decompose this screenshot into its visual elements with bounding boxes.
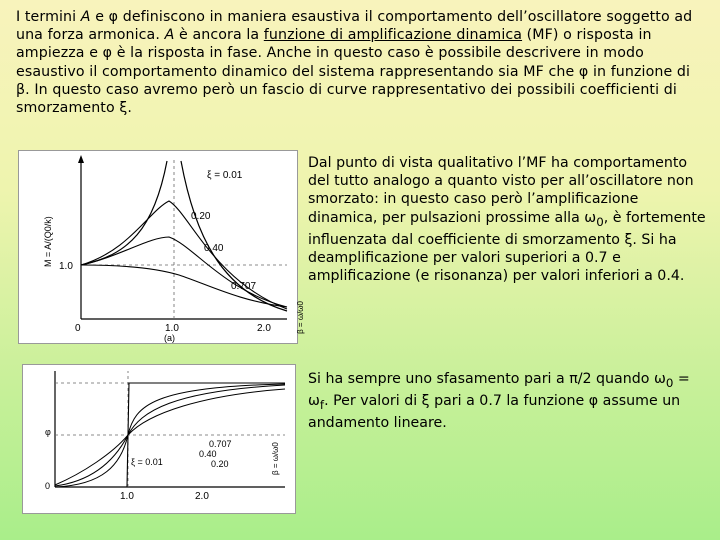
- intro-paragraph: [16, 8, 706, 117]
- panel-label: (a): [164, 333, 175, 343]
- var-beta: β: [16, 81, 26, 98]
- desc-text: . Si ha deamplificazione per valori superiori a 0.7 e amplificazione (e risonanza) per valori inferiori a 0.4.: [308, 231, 685, 285]
- omega-symbol: ω: [308, 393, 320, 410]
- subscript: 0: [596, 214, 604, 229]
- var-phi: φ: [108, 9, 119, 25]
- phase-figure: [22, 364, 296, 514]
- xi-label: ξ = 0.01: [131, 457, 163, 467]
- beta-label: β = ω/ω0: [296, 301, 305, 334]
- y-arrow-icon: [78, 155, 84, 163]
- curve-label-020: 0.20: [211, 459, 229, 469]
- var-xi: ξ: [119, 100, 128, 117]
- desc-text: Dal punto di vista qualitativo l’MF ha comportamento del tutto analogo a quanto visto per all’oscillatore non smorzato: in questo caso però l’amplificazione dinamica, per pulsazioni prossime alla: [308, 155, 694, 226]
- tick-x-1: 1.0: [120, 491, 134, 502]
- desc-text: Si ha sempre uno sfasamento pari a: [308, 371, 570, 387]
- pi-symbol: π: [569, 371, 578, 387]
- omega-symbol: ω: [653, 371, 666, 387]
- phase-description: [308, 370, 708, 432]
- amplification-plot: [19, 151, 305, 343]
- xi-symbol: ξ: [624, 231, 633, 248]
- tick-y-0: 0: [45, 481, 51, 491]
- y-axis-label: M = A/(Q0/k): [43, 216, 53, 267]
- y-axis-label: φ: [45, 427, 51, 437]
- tick-x-2: 2.0: [195, 491, 209, 502]
- intro-text: e: [90, 9, 109, 25]
- intro-text: in funzione di: [588, 63, 691, 80]
- intro-text: I termini: [16, 9, 81, 25]
- curve-label-0707: 0.707: [209, 439, 232, 449]
- xi-symbol: ξ: [421, 393, 430, 410]
- desc-text: pari a 0.7 la funzione: [429, 393, 589, 410]
- intro-text: .: [127, 100, 133, 117]
- subscript: f: [319, 397, 325, 412]
- intro-text: è ancora la: [174, 27, 264, 44]
- xi-label: ξ = 0.01: [207, 170, 243, 181]
- curve-label-040: 0.40: [204, 243, 224, 254]
- curve-xi-040: [81, 237, 287, 307]
- phase-plot: [23, 365, 295, 513]
- curve-xi-0707: [81, 265, 287, 307]
- amplification-description: [308, 154, 708, 285]
- tick-x-2: 2.0: [257, 323, 271, 334]
- curve-xi-020: [55, 384, 285, 487]
- intro-text: (MF) o risposta in ampiezza e: [16, 27, 652, 62]
- phi-symbol: φ: [588, 393, 599, 410]
- desc-text: , è fortemente influenzata dal coefficiente di smorzamento: [308, 209, 706, 248]
- amplification-link[interactable]: funzione di amplificazione dinamica: [263, 27, 523, 44]
- beta-label: β = ω/ω0: [271, 442, 280, 475]
- var-phi: φ: [102, 45, 113, 62]
- omega-symbol: ω: [584, 209, 597, 226]
- intro-text: è la risposta in fase. Anche in questo caso è possibile descrivere in modo esaustivo il comportamento dinamico del sistema rappresentando sia MF che: [16, 45, 644, 80]
- curve-label-040: 0.40: [199, 449, 217, 459]
- intro-text: . In questo caso avremo però un fascio di curve rappresentativo dei possibili coefficienti di smorzamento: [16, 81, 677, 117]
- var-phi: φ: [578, 63, 589, 80]
- desc-text: /2 quando: [577, 371, 654, 387]
- subscript: 0: [665, 375, 674, 390]
- var-a: A: [164, 27, 175, 44]
- desc-text: =: [673, 371, 690, 387]
- tick-x-0: 0: [75, 323, 81, 334]
- amplification-figure: [18, 150, 305, 344]
- curve-xi-040: [55, 385, 285, 486]
- tick-y-1: 1.0: [59, 261, 73, 272]
- desc-text: assume un andamento lineare.: [308, 393, 681, 432]
- curve-label-0707: 0.707: [231, 281, 257, 292]
- intro-text: definiscono in maniera esaustiva il comportamento dell’oscillatore soggetto ad una forza armonica.: [16, 9, 693, 44]
- curve-xi-001: [81, 161, 287, 311]
- desc-text: . Per valori di: [324, 393, 422, 410]
- var-a: A: [80, 9, 91, 25]
- tick-x-1: 1.0: [165, 323, 179, 334]
- curve-label-020: 0.20: [191, 211, 211, 222]
